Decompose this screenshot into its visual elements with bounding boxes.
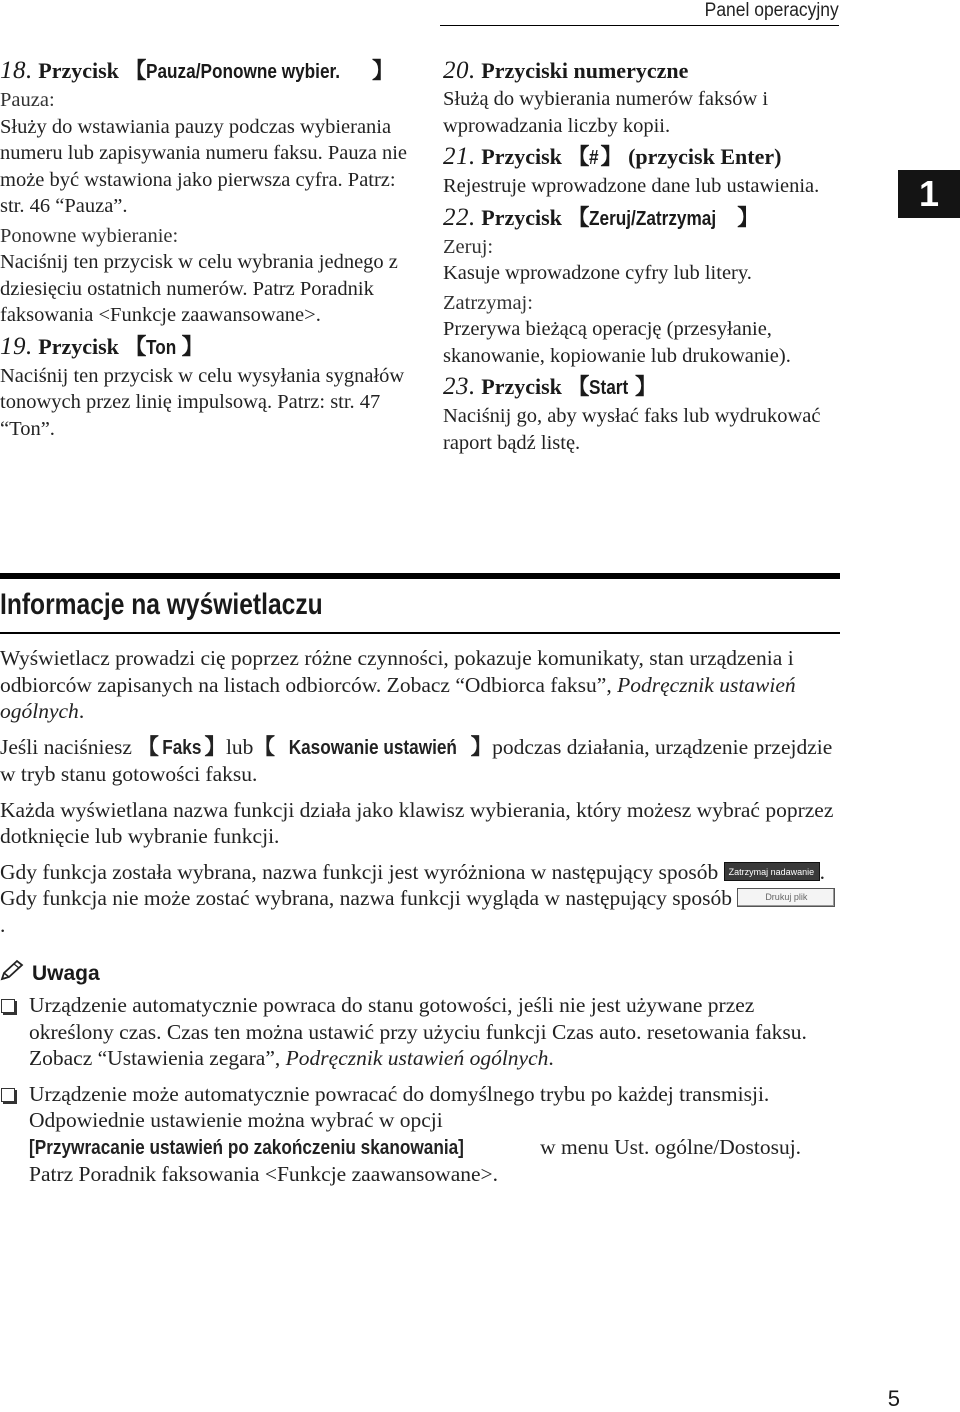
bracket-open: 【	[137, 734, 159, 759]
key-label: Pauza/Ponowne wybier.	[146, 61, 341, 83]
bracket-open: 【	[124, 58, 147, 83]
text: .	[78, 699, 85, 723]
item-description: Służy do wstawiania pauzy podczas wybierania numeru lub zapisywania numeru faksu. Pauza nie może być wstawiona jako pierwsza cyfra. Patrz: str. 46 “Pauza”.	[0, 115, 408, 217]
setting-name: [Przywracanie ustawień po zakończeniu skanowania]	[29, 1136, 464, 1159]
text: Urządzenie automatycznie powraca do stanu gotowości, jeśli nie jest używane przez określony czas. Czas ten można ustawić przy użyciu funkcji Czas auto. resetowania faksu. Zobacz “Ustawienia zegara”,	[29, 993, 807, 1070]
checkbox-bullet-icon	[1, 1088, 15, 1102]
text: lub	[225, 734, 254, 759]
text: w menu Ust. ogólne/Dostosuj. Patrz Poradnik faksowania <Funkcje zaawansowane>.	[29, 1134, 802, 1186]
key-label: Zeruj/Zatrzymaj	[589, 207, 717, 230]
item-word: Przycisk	[481, 374, 562, 399]
item-word: Przycisk	[38, 333, 119, 359]
note-item	[0, 992, 840, 1072]
item-subheading: Pauza:	[0, 89, 55, 111]
paragraph-function-keys: Każda wyświetlana nazwa funkcji działa jako klawisz wybierania, który możesz wybrać poprzez dotknięcie lub wybranie funkcji.	[0, 797, 834, 848]
chapter-tab	[898, 170, 960, 218]
item-description: Kasuje wprowadzone cyfry lub litery.	[443, 262, 752, 284]
bracket-close: 】	[372, 58, 395, 83]
note-text	[29, 992, 840, 1072]
reference-title: Podręcznik ustawień ogólnych	[285, 1046, 549, 1070]
reference-title: Podręcznik ustawień ogólnych	[0, 672, 796, 723]
highlighted-function-key-sample: Zatrzymaj nadawanie	[724, 862, 820, 881]
bracket-open: 【	[567, 374, 590, 399]
paragraph-standby	[0, 734, 840, 788]
item-number: 23.	[443, 373, 476, 400]
paragraph-display-intro	[0, 645, 840, 725]
text: podczas działania, urządzenie przejdzie w tryb stanu gotowości faksu.	[0, 734, 833, 786]
section-rule-bottom	[0, 632, 840, 634]
bracket-open: 【	[567, 204, 590, 230]
page-number: 5	[887, 1386, 900, 1411]
item-description: Przerywa bieżącą operację (przesyłanie, skanowanie, kopiowanie lub drukowanie).	[443, 318, 791, 367]
chapter-number: 1	[918, 173, 940, 214]
right-column	[443, 56, 843, 456]
running-header: Panel operacyjny	[704, 0, 839, 21]
item-number: 18.	[0, 57, 33, 84]
disabled-function-key-sample: Drukuj plik	[737, 888, 835, 907]
item-number: 19.	[0, 332, 33, 360]
item-description: Naciśnij go, aby wysłać faks lub wydrukować raport bądź listę.	[443, 405, 821, 454]
item-title	[0, 332, 415, 363]
bracket-open: 【	[567, 144, 590, 169]
item-title	[443, 56, 843, 86]
item-subheading: Zeruj:	[443, 235, 494, 258]
text: .	[0, 912, 6, 937]
item-suffix: (przycisk Enter)	[628, 144, 782, 169]
text: Jeśli naciśniesz	[0, 734, 132, 759]
item-number: 21.	[443, 143, 476, 170]
section-rule-top	[0, 573, 840, 579]
paragraph-highlight	[0, 859, 840, 939]
item-description: Rejestruje wprowadzone dane lub ustawienia.	[443, 175, 820, 197]
key-label: #	[589, 147, 599, 169]
list-item	[443, 372, 843, 456]
section-title: Informacje na wyświetlaczu	[0, 588, 323, 621]
item-title	[443, 372, 843, 403]
pencil-note-icon	[0, 959, 26, 983]
list-item	[0, 332, 415, 443]
bracket-close: 】	[600, 144, 623, 169]
header-rule	[440, 25, 839, 26]
bracket-close: 】	[181, 333, 204, 359]
list-item	[443, 203, 843, 370]
bracket-close: 】	[737, 204, 760, 230]
section-body	[0, 645, 840, 938]
key-clear-settings: Kasowanie ustawień	[288, 736, 457, 759]
item-description: Służą do wybierania numerów faksów i wprowadzania liczby kopii.	[443, 88, 769, 137]
item-number: 22.	[443, 203, 476, 231]
text: Urządzenie może automatycznie powracać do domyślnego trybu po każdej transmisji. Odpowiednie ustawienie można wybrać w opcji	[29, 1081, 770, 1132]
left-column	[0, 56, 415, 442]
checkbox-bullet-icon	[1, 999, 15, 1013]
list-item	[443, 56, 843, 139]
note-heading	[0, 956, 100, 986]
list-item	[443, 142, 843, 200]
item-word: Przyciski numeryczne	[481, 58, 689, 83]
text: Gdy funkcja została wybrana, nazwa funkcji jest wyróżniona w następujący sposób	[0, 859, 719, 884]
item-word: Przycisk	[38, 58, 119, 83]
item-description: Naciśnij ten przycisk w celu wysyłania sygnałów tonowych przez linię impulsową. Patrz: str. 47 “Ton”.	[0, 364, 405, 440]
note-item	[0, 1081, 840, 1188]
text: .	[548, 1046, 554, 1070]
bracket-close: 】	[635, 374, 658, 399]
key-fax: Faks	[162, 736, 202, 759]
bracket-close: 】	[204, 734, 226, 759]
text: . Gdy funkcja nie może zostać wybrana, nazwa funkcji wygląda w następujący sposób	[0, 859, 825, 910]
bracket-close: 】	[470, 734, 493, 759]
note-text	[29, 1081, 840, 1188]
item-number: 20.	[443, 57, 476, 84]
note-list	[0, 992, 840, 1188]
key-label: Ton	[146, 336, 177, 359]
item-title	[0, 56, 415, 87]
list-item	[0, 56, 415, 329]
text: Wyświetlacz prowadzi cię poprzez różne czynności, pokazuje komunikaty, stan urządzenia i odbiorców zapisanych na listach odbiorców. Zobacz “Odbiorca faksu”,	[0, 646, 794, 697]
item-word: Przycisk	[481, 204, 562, 230]
bracket-open: 【	[253, 734, 275, 759]
item-subheading: Ponowne wybieranie:	[0, 224, 179, 247]
item-description: Naciśnij ten przycisk w celu wybrania jednego z dziesięciu ostatnich numerów. Patrz Poradnik faksowania <Funkcje zaawansowane>.	[0, 251, 398, 326]
note-heading-text: Uwaga	[32, 962, 100, 985]
item-title	[443, 142, 843, 173]
item-title	[443, 203, 843, 234]
bracket-open: 【	[124, 333, 147, 359]
item-word: Przycisk	[481, 144, 562, 169]
key-label: Start	[589, 377, 629, 399]
item-subheading: Zatrzymaj:	[443, 291, 533, 314]
